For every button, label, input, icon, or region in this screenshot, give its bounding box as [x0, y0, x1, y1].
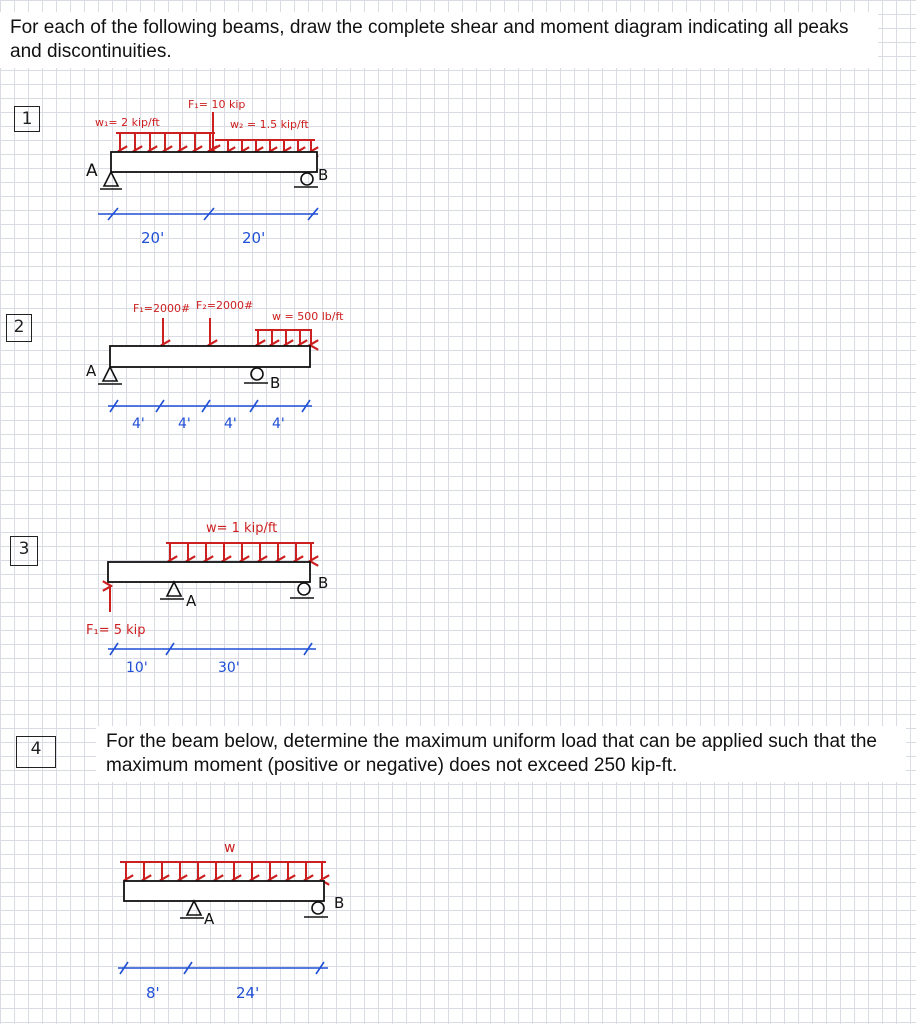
problem-3-label-a: A: [186, 592, 197, 610]
problem-1-label-b: B: [318, 166, 329, 184]
problem-1-label-a: A: [86, 161, 98, 181]
problem-2-beam: [110, 346, 310, 367]
problem-2-span-2: 4': [178, 416, 191, 432]
problem-4-number: 4: [16, 736, 56, 768]
problem-2-label-a: A: [86, 362, 97, 380]
problem-4-pin-support: [180, 901, 204, 918]
problem-2-diagram: [86, 299, 344, 432]
problem-2-span-1: 4': [132, 416, 145, 432]
problem-4-span-1: 8': [146, 984, 160, 1002]
problem-1-span-2: 20': [242, 229, 266, 247]
problem-1-label-w2: w₂ = 1.5 kip/ft: [230, 118, 309, 131]
problem-3-roller-support: [290, 583, 314, 598]
problem-2-span-4: 4': [272, 416, 285, 432]
problem-1-roller-support: [294, 173, 318, 187]
problem-3-diagram: [86, 521, 328, 676]
problem-4-label-b: B: [334, 894, 345, 912]
problem-2-pin-support: [98, 367, 122, 384]
problem-2-dimension-line: [108, 400, 312, 412]
problem-1-label-w1: w₁= 2 kip/ft: [95, 116, 160, 129]
problem-1-span-1: 20': [141, 229, 165, 247]
problem-3-load-w: [166, 543, 314, 561]
problem-1-diagram: [86, 98, 328, 247]
problem-4-label-a: A: [204, 910, 215, 928]
problem-3-number: 3: [10, 536, 38, 566]
problem-4-diagram: [118, 840, 344, 1002]
problem-1-dimension-line: [98, 208, 318, 220]
problem-2-label-f1: F₁=2000#: [133, 302, 191, 315]
problem-4-instructions: For the beam below, determine the maximum uniform load that can be applied such that the maximum moment (positive or negative) does not exceed 250 kip-ft.: [96, 726, 906, 782]
problem-3-pin-support: [160, 582, 184, 599]
main-instructions: For each of the following beams, draw the complete shear and moment diagram indicating all peaks and discontinuities.: [0, 12, 878, 68]
problem-1-load-w2: [215, 140, 315, 152]
problem-4-beam: [124, 881, 324, 901]
problem-3-dimension-line: [108, 643, 316, 655]
problem-1-label-f1: F₁= 10 kip: [188, 98, 246, 111]
problem-1-number: 1: [14, 106, 40, 132]
problem-1-pin-support: [100, 172, 122, 189]
problem-4-span-2: 24': [236, 984, 260, 1002]
problem-2-label-f2: F₂=2000#: [196, 299, 254, 312]
problem-2-roller-support: [244, 368, 268, 383]
problem-4-dimension-line: [118, 962, 328, 974]
problem-4-label-w: w: [224, 840, 236, 856]
problem-4-roller-support: [304, 902, 328, 917]
problem-3-beam: [108, 562, 310, 582]
problem-2-number: 2: [6, 314, 32, 342]
problem-4-load-w: [120, 862, 326, 880]
problem-3-span-1: 10': [126, 660, 148, 676]
problem-3-label-b: B: [318, 574, 329, 592]
problem-1-beam: [111, 152, 317, 172]
problem-2-label-w: w = 500 lb/ft: [272, 310, 344, 323]
problem-1-load-w1: [116, 133, 215, 151]
problem-2-label-b: B: [270, 374, 281, 392]
problem-3-label-w: w= 1 kip/ft: [206, 521, 278, 536]
problem-3-span-2: 30': [218, 660, 240, 676]
problem-2-load-w: [255, 330, 312, 345]
problem-3-label-f1: F₁= 5 kip: [86, 623, 146, 638]
problem-2-span-3: 4': [224, 416, 237, 432]
